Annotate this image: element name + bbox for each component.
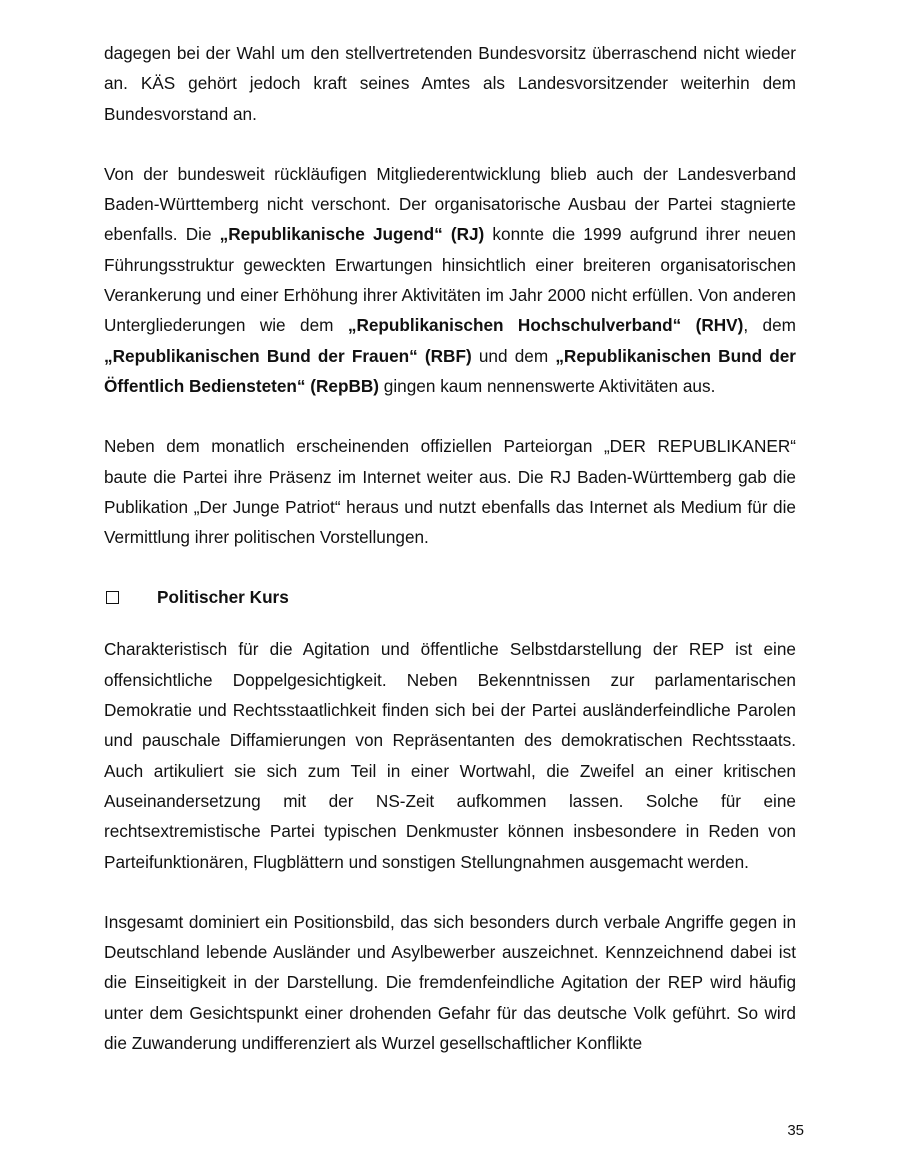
body-text-section bbox=[104, 634, 796, 1058]
text-segment: Neben dem monatlich erscheinenden offiziellen Parteiorgan „DER REPUBLIKANER“ baute die Partei ihre Präsenz im Internet weiter aus. Die RJ Baden-Württemberg gab die Publikation „Der Junge Patriot“ heraus und nutzt ebenfalls das Internet als Medium für die Vermittlung ihrer politischen Vorstellungen. bbox=[104, 436, 796, 548]
text-segment: , dem bbox=[743, 315, 796, 336]
checkbox-bullet-icon bbox=[106, 591, 119, 604]
text-segment: Von der bundesweit rückläufigen Mitgliederentwicklung blieb auch der Landesverband Baden-Württemberg nicht verschont. Der organisatorische Ausbau der Partei stagnierte ebenfalls. Die bbox=[104, 163, 796, 245]
text-segment: Insgesamt dominiert ein Positionsbild, das sich besonders durch verbale Angriffe gegen in Deutschland lebende Ausländer und Asylbewerber auszeichnet. Kennzeichnend dabei ist die Einseitigkeit in der Darstellung. Die fremdenfeindliche Agitation der REP wird häufig unter dem Gesichtspunkt einer drohenden Gefahr für das deutsche Volk geführt. So wird die Zuwanderung undifferenziert als Wurzel gesellschaftlicher Konflikte bbox=[104, 911, 796, 1054]
page-number: 35 bbox=[787, 1122, 804, 1139]
section-heading bbox=[104, 582, 796, 612]
bold-text-segment: „Republikanischen Hochschulverband“ (RHV) bbox=[347, 315, 744, 336]
text-segment: konnte die 1999 aufgrund ihrer neuen Führungsstruktur geweckten Erwartungen hinsichtlich einer breiteren organisatorischen Verankerung und einer Erhöhung ihrer Aktivitäten im Jahr 2000 nicht erfüllen. Von anderen Untergliederungen wie dem bbox=[104, 224, 796, 336]
paragraph bbox=[104, 159, 796, 401]
bold-text-segment: „Republikanische Jugend“ (RJ) bbox=[219, 224, 485, 245]
text-segment: gingen kaum nennenswerte Aktivitäten aus. bbox=[379, 375, 716, 396]
paragraph bbox=[104, 907, 796, 1058]
bold-text-segment: „Republikanischen Bund der Frauen“ (RBF) bbox=[104, 345, 472, 366]
document-page bbox=[104, 38, 796, 1088]
paragraph bbox=[104, 38, 796, 129]
section-heading-text: Politischer Kurs bbox=[157, 586, 289, 607]
paragraph bbox=[104, 431, 796, 552]
body-text-top bbox=[104, 38, 796, 552]
text-segment: Charakteristisch für die Agitation und öffentliche Selbstdarstellung der REP ist eine offensichtliche Doppelgesichtigkeit. Neben Bekenntnissen zur parlamentarischen Demokratie und Rechtsstaatlichkeit finden sich bei der Partei ausländerfeindliche Parolen und pauschale Diffamierungen von Repräsentanten des demokratischen Rechtsstaats. Auch artikuliert sie sich zum Teil in einer Wortwahl, die Zweifel an einer kritischen Auseinandersetzung mit der NS-Zeit aufkommen lassen. Solche für eine rechtsextremistische Partei typischen Denkmuster können insbesondere in Reden von Parteifunktionären, Flugblättern und sonstigen Stellungnahmen ausgemacht werden. bbox=[104, 639, 796, 872]
paragraph bbox=[104, 634, 796, 876]
text-segment: und dem bbox=[471, 345, 556, 366]
bold-text-segment: „Republikanischen Bund der Öffentlich Bediensteten“ (RepBB) bbox=[104, 345, 796, 396]
text-segment: dagegen bei der Wahl um den stellvertretenden Bundesvorsitz überraschend nicht wieder an. KÄS gehört jedoch kraft seines Amtes als Landesvorsitzender weiterhin dem Bundesvorstand an. bbox=[104, 43, 796, 124]
